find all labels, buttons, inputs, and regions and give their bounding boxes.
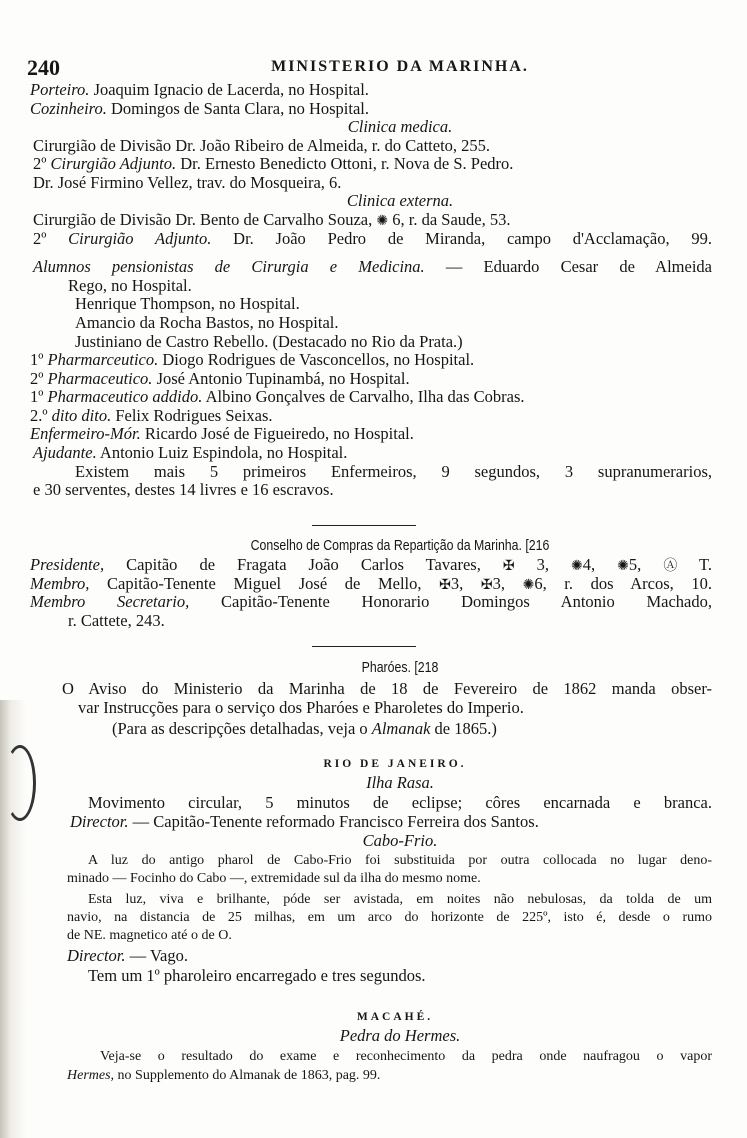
text-line bbox=[30, 80, 369, 100]
italic-term: Cirurgião Adjunto. bbox=[50, 154, 177, 173]
text-run: Veja-se o resultado do exame e reconhecimento da pedra onde naufragou o vapor bbox=[100, 1049, 712, 1064]
italic-term: Pharmarceutico. bbox=[47, 350, 159, 369]
text-line bbox=[60, 773, 740, 793]
text-run: de NE. magnetico até o de O. bbox=[67, 928, 232, 943]
italic-term: Alumnos pensionistas de Cirurgia e Medicina. bbox=[33, 257, 425, 276]
text-run: Diogo Rodrigues de Vasconcellos, no Hospital. bbox=[158, 350, 475, 369]
italic-term: Pharmaceutico addido. bbox=[47, 387, 203, 406]
text-run: Tem um 1º pharoleiro encarregado e tres segundos. bbox=[88, 966, 426, 985]
text-run: Cirurgião de Divisão Dr. Bento de Carvalho Souza, bbox=[33, 210, 377, 229]
italic-term: Cabo-Frio. bbox=[362, 831, 438, 850]
text-run: 1º bbox=[30, 350, 48, 369]
text-run: Henrique Thompson, no Hospital. bbox=[75, 294, 300, 313]
text-line bbox=[68, 276, 192, 296]
text-run: 5, bbox=[628, 555, 664, 574]
text-line bbox=[75, 313, 339, 333]
text-run: Antonio Luiz Espindola, no Hospital. bbox=[96, 443, 348, 462]
italic-term: Enfermeiro-Mór. bbox=[30, 424, 141, 443]
text-line bbox=[60, 831, 740, 851]
text-line bbox=[88, 890, 712, 910]
library-stamp-icon bbox=[4, 745, 36, 821]
text-run: Ricardo José de Figueiredo, no Hospital. bbox=[140, 424, 414, 443]
text-run: José Antonio Tupinambá, no Hospital. bbox=[152, 369, 410, 388]
cross-order-icon: ✠ bbox=[439, 578, 451, 593]
text-run: (Para as descripções detalhadas, veja o bbox=[112, 719, 372, 738]
text-line bbox=[60, 191, 740, 211]
text-line bbox=[78, 698, 524, 718]
text-run: Pharóes. [218 bbox=[361, 660, 439, 676]
text-run: Dr. Ernesto Benedicto Ottoni, r. Nova de S. Pedro. bbox=[176, 154, 514, 173]
text-run: O Aviso do Ministerio da Marinha de 18 de Fevereiro de 1862 manda obser- bbox=[62, 679, 712, 698]
italic-term: Pharmaceutico. bbox=[47, 369, 153, 388]
section-divider bbox=[312, 525, 416, 526]
text-run: Joaquim Ignacio de Lacerda, no Hospital. bbox=[89, 80, 369, 99]
text-line bbox=[70, 812, 539, 832]
italic-term: Pedra do Hermes. bbox=[339, 1026, 461, 1045]
text-line bbox=[67, 946, 188, 966]
text-line bbox=[111, 536, 689, 556]
text-run: 3, bbox=[514, 555, 572, 574]
italic-term: Porteiro. bbox=[30, 80, 90, 99]
text-line bbox=[30, 592, 712, 612]
text-run: Cirurgião de Divisão Dr. João Ribeiro de Almeida, r. do Catteto, 255. bbox=[33, 136, 491, 155]
rosette-order-icon: ✺ bbox=[522, 578, 535, 593]
italic-term: Ajudante. bbox=[33, 443, 97, 462]
text-line bbox=[33, 443, 347, 463]
rosette-order-icon: ✺ bbox=[617, 559, 629, 574]
text-run: Felix Rodrigues Seixas. bbox=[111, 406, 273, 425]
text-run: Amancio da Rocha Bastos, no Hospital. bbox=[75, 313, 339, 332]
text-line bbox=[30, 99, 369, 119]
text-run: T. bbox=[677, 555, 713, 574]
text-line bbox=[111, 658, 689, 678]
text-line bbox=[100, 1047, 712, 1067]
avis-order-icon: Ⓐ bbox=[663, 559, 678, 574]
text-run: — Eduardo Cesar de Almeida bbox=[424, 257, 712, 276]
running-title: MINISTERIO DA MARINHA. bbox=[271, 58, 529, 75]
italic-term: Director. bbox=[67, 946, 126, 965]
page-number: 240 bbox=[27, 55, 60, 80]
text-line bbox=[67, 1066, 380, 1086]
text-line bbox=[60, 1026, 740, 1046]
text-run: no Supplemento do Almanak de 1863, pag. 99. bbox=[114, 1068, 381, 1083]
text-run: Rego, no Hospital. bbox=[68, 276, 192, 295]
cross-order-icon: ✠ bbox=[502, 559, 515, 574]
text-run: 1º bbox=[30, 387, 48, 406]
text-line bbox=[67, 869, 481, 889]
italic-term: Director. bbox=[70, 812, 129, 831]
text-run: 2º bbox=[30, 369, 48, 388]
text-run: Conselho de Compras da Repartição da Marinha. [216 bbox=[250, 538, 550, 554]
text-run: navio, na distancia de 25 milhas, em um arco do horizonte de 225º, isto é, desde o rumo bbox=[67, 910, 712, 925]
italic-term: dito dito. bbox=[51, 406, 112, 425]
text-run: 2.º bbox=[30, 406, 52, 425]
italic-term: Clinica externa. bbox=[346, 191, 454, 210]
text-line bbox=[60, 117, 740, 137]
text-run: — Capitão-Tenente reformado Francisco Ferreira dos Santos. bbox=[128, 812, 539, 831]
text-line bbox=[33, 480, 334, 500]
text-line bbox=[30, 574, 712, 594]
text-line bbox=[30, 406, 273, 426]
text-run: — Vago. bbox=[125, 946, 189, 965]
text-line bbox=[62, 679, 712, 699]
italic-term: Membro Secretario, bbox=[30, 592, 190, 611]
text-run: Albino Gonçalves de Carvalho, Ilha das Cobras. bbox=[202, 387, 525, 406]
text-line bbox=[33, 136, 490, 156]
text-run: Justiniano de Castro Rebello. (Destacado no Rio da Prata.) bbox=[75, 332, 463, 351]
italic-term: Cirurgião Adjunto. bbox=[68, 229, 212, 248]
text-line bbox=[88, 793, 712, 813]
text-line bbox=[33, 257, 712, 277]
text-run: MACAHÉ. bbox=[356, 1011, 434, 1023]
text-line bbox=[30, 387, 525, 407]
text-line bbox=[33, 229, 712, 249]
text-line bbox=[60, 1007, 730, 1027]
text-run: Capitão-Tenente Miguel José de Mello, bbox=[89, 574, 440, 593]
text-run: de 1865.) bbox=[430, 719, 497, 738]
section-divider bbox=[312, 646, 416, 647]
italic-term: Almanak bbox=[371, 719, 431, 738]
text-run: var Instrucções para o serviço dos Pharóes e Pharoletes do Imperio. bbox=[78, 698, 524, 717]
text-run: 6, r. dos Arcos, 10. bbox=[534, 574, 713, 593]
text-line bbox=[33, 173, 341, 193]
text-run: 3, bbox=[492, 574, 523, 593]
text-line bbox=[33, 154, 513, 174]
text-run: A luz do antigo pharol de Cabo-Frio foi substituida por outra collocada no lugar deno- bbox=[88, 853, 712, 868]
text-run: Domingos de Santa Clara, no Hospital. bbox=[106, 99, 369, 118]
text-line bbox=[75, 294, 300, 314]
text-line bbox=[75, 462, 712, 482]
text-run: Existem mais 5 primeiros Enfermeiros, 9 segundos, 3 supranumerarios, bbox=[75, 462, 712, 481]
text-run: Esta luz, viva e brilhante, póde ser avistada, em noites não nebulosas, da tolda de um bbox=[88, 892, 712, 907]
text-line bbox=[30, 350, 474, 370]
rosette-order-icon: ✺ bbox=[571, 559, 583, 574]
rosette-order-icon: ✺ bbox=[376, 214, 389, 229]
text-line bbox=[30, 369, 410, 389]
italic-term: Presidente, bbox=[30, 555, 105, 574]
text-run: 3, bbox=[450, 574, 481, 593]
text-line bbox=[30, 555, 712, 575]
italic-term: Membro, bbox=[30, 574, 90, 593]
text-run: Dr. João Pedro de Miranda, campo d'Acclamação, 99. bbox=[211, 229, 712, 248]
cross-order-icon: ✠ bbox=[480, 578, 493, 593]
text-run: minado — Focinho do Cabo —, extremidade sul da ilha do mesmo nome. bbox=[67, 871, 481, 886]
text-line bbox=[60, 754, 730, 774]
text-run: Dr. José Firmino Vellez, trav. do Mosqueira, 6. bbox=[33, 173, 342, 192]
text-run: r. Cattete, 243. bbox=[68, 611, 165, 630]
text-line bbox=[112, 719, 497, 739]
italic-term: Ilha Rasa. bbox=[366, 773, 434, 792]
text-line bbox=[67, 908, 712, 928]
text-line bbox=[75, 332, 463, 352]
italic-term: Hermes, bbox=[67, 1068, 115, 1083]
text-run: 4, bbox=[582, 555, 618, 574]
text-line bbox=[88, 851, 712, 871]
text-run: Capitão-Tenente Honorario Domingos Antonio Machado, bbox=[189, 592, 712, 611]
text-line bbox=[88, 966, 426, 986]
text-run: e 30 serventes, destes 14 livres e 16 escravos. bbox=[33, 480, 334, 499]
text-run: 2º bbox=[33, 229, 69, 248]
text-run: 2º bbox=[33, 154, 51, 173]
text-run: 6, r. da Saude, 53. bbox=[388, 210, 511, 229]
text-run: Movimento circular, 5 minutos de eclipse; côres encarnada e branca. bbox=[88, 793, 712, 812]
italic-term: Cozinheiro. bbox=[30, 99, 107, 118]
italic-term: Clinica medica. bbox=[347, 117, 453, 136]
text-line bbox=[68, 611, 165, 631]
text-line bbox=[30, 424, 414, 444]
text-line bbox=[67, 926, 232, 946]
text-run: RIO DE JANEIRO. bbox=[323, 758, 467, 770]
text-run: Capitão de Fragata João Carlos Tavares, bbox=[104, 555, 503, 574]
